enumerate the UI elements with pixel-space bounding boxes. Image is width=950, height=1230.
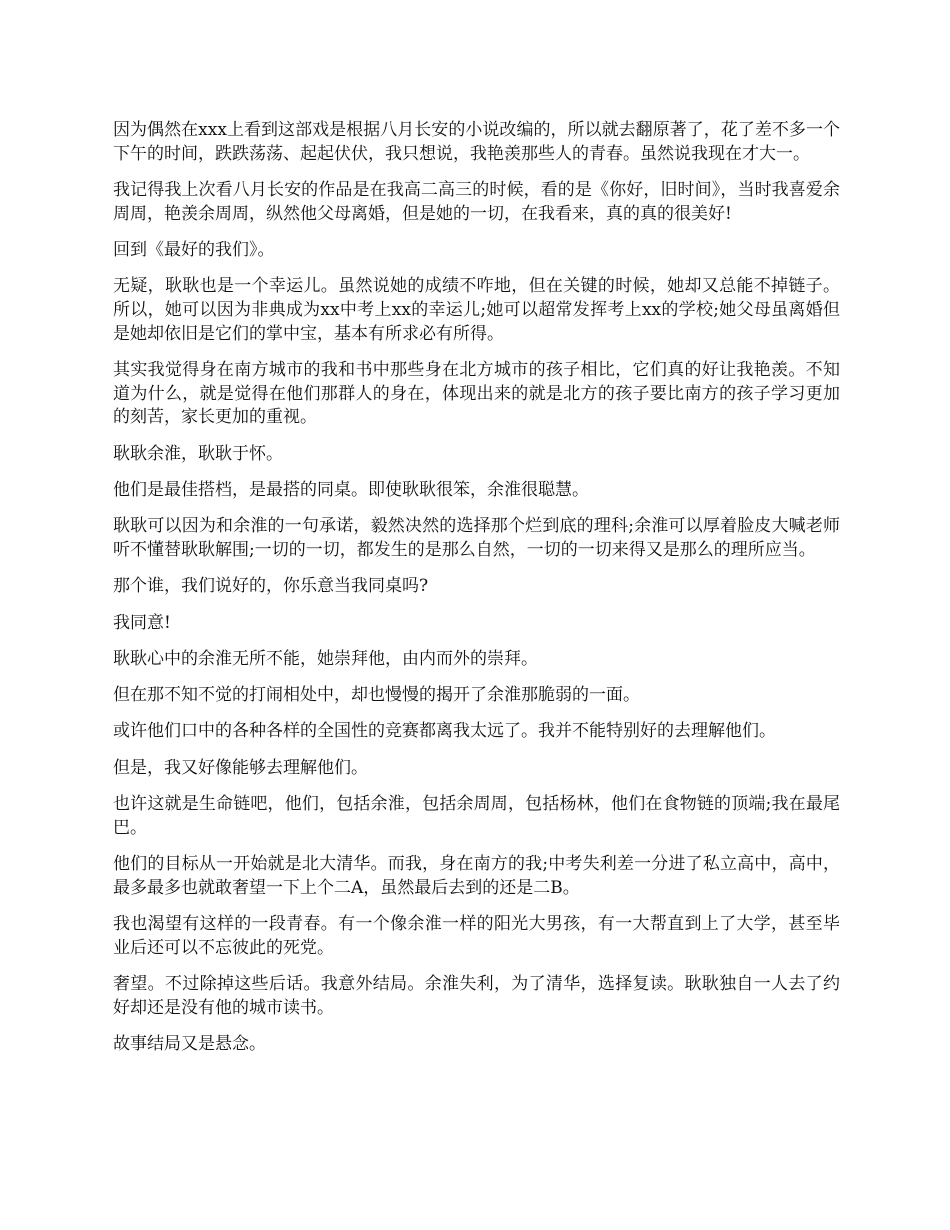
paragraph-17: 我也渴望有这样的一段青春。有一个像余淮一样的阳光大男孩，有一大帮直到上了大学，甚至毕业后还可以不忘彼此的死党。 [113,914,840,958]
paragraph-10: 我同意! [113,612,171,633]
paragraph-4: 无疑，耿耿也是一个幸运儿。虽然说她的成绩不咋地，但在关键的时候，她却又总能不掉链子。所以，她可以因为非典成为xx中考上xx的幸运儿;她可以超常发挥考上xx的学校;她父母虽离婚但是她却依旧是它们的掌中宝，基本有所求必有所得。 [113,276,840,344]
paragraph-11: 耿耿心中的余淮无所不能，她崇拜他，由内而外的崇拜。 [113,648,538,669]
paragraph-7: 他们是最佳搭档，是最搭的同桌。即使耿耿很笨，余淮很聪慧。 [113,480,589,500]
paragraph-16: 他们的目标从一开始就是北大清华。而我，身在南方的我;中考失利差一分进了私立高中，高中，最多最多也就敢奢望一下上个二A，虽然最后去到的还是二B。 [113,854,840,898]
paragraph-15: 也许这就是生命链吧，他们，包括余淮，包括余周周，包括杨林，他们在食物链的顶端;我在最尾巴。 [113,794,840,838]
paragraph-2: 我记得我上次看八月长安的作品是在我高二高三的时候，看的是《你好，旧时间》，当时我喜爱余周周，艳羡余周周，纵然他父母离婚，但是她的一切，在我看来，真的真的很美好! [113,180,840,224]
paragraph-9: 那个谁，我们说好的，你乐意当我同桌吗? [113,576,429,597]
paragraph-8: 耿耿可以因为和余淮的一句承诺，毅然决然的选择那个烂到底的理科;余淮可以厚着脸皮大喊老师听不懂替耿耿解围;一切的一切，都发生的是那么自然，一切的一切来得又是那么的理所应当。 [113,516,840,560]
paragraph-6: 耿耿余淮，耿耿于怀。 [113,443,283,464]
paragraph-19: 故事结局又是悬念。 [113,1034,266,1055]
paragraph-13: 或许他们口中的各种各样的全国性的竞赛都离我太远了。我并不能特别好的去理解他们。 [113,721,776,742]
paragraph-12: 但在那不知不觉的打闹相处中，却也慢慢的揭开了余淮那脆弱的一面。 [113,685,640,706]
paragraph-1: 因为偶然在xxx上看到这部戏是根据八月长安的小说改编的，所以就去翻原著了，花了差不多一个下午的时间，跌跌荡荡、起起伏伏，我只想说，我艳羡那些人的青春。虽然说我现在才大一。 [113,120,840,164]
paragraph-3: 回到《最好的我们》。 [113,240,275,260]
document-page [113,119,840,1069]
paragraph-14: 但是，我又好像能够去理解他们。 [113,757,368,778]
paragraph-5: 其实我觉得身在南方城市的我和书中那些身在北方城市的孩子相比，它们真的好让我艳羡。不知道为什么，就是觉得在他们那群人的身在，体现出来的就是北方的孩子要比南方的孩子学习更加的刻苦，家长更加的重视。 [113,360,840,428]
paragraph-18: 奢望。不过除掉这些后话。我意外结局。余淮失利，为了清华，选择复读。耿耿独自一人去了约好却还是没有他的城市读书。 [113,974,840,1018]
